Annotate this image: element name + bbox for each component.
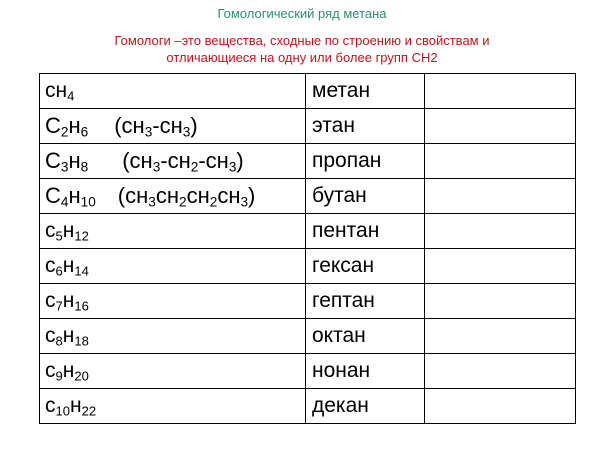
- name-cell: нонан: [306, 354, 425, 389]
- formula-subscript: 4: [67, 88, 75, 104]
- formula-subscript: 9: [55, 368, 63, 384]
- formula-text: -сн: [198, 148, 229, 173]
- table-row: [40, 354, 576, 389]
- formula-text: с: [45, 359, 56, 382]
- formula-text: н: [69, 394, 82, 417]
- formula-subscript: 2: [179, 194, 187, 210]
- table-row: [40, 74, 576, 109]
- formula-cell: [40, 389, 306, 424]
- formula-cell: [40, 354, 306, 389]
- formula-cell: [40, 109, 306, 144]
- formula-text: С: [45, 113, 61, 138]
- formula-subscript: 8: [80, 159, 89, 175]
- formula-text: сн: [45, 79, 68, 102]
- formula-text: -сн: [152, 113, 183, 138]
- name-cell: пентан: [306, 214, 425, 249]
- formula-cell: [40, 179, 306, 214]
- formula-text: ): [190, 113, 198, 138]
- empty-cell: [425, 354, 576, 389]
- formula-cell: [40, 249, 306, 284]
- formula-text: н: [68, 113, 81, 138]
- formula-subscript: 3: [144, 124, 153, 140]
- formula-text: н: [62, 324, 75, 347]
- table-row: [40, 389, 576, 424]
- formula-text: с: [45, 324, 56, 347]
- formula-cell: [40, 284, 306, 319]
- formula-subscript: 7: [55, 298, 63, 314]
- formula-subscript: 6: [80, 124, 89, 140]
- formula-text: (сн: [117, 183, 149, 208]
- table-row: [40, 284, 576, 319]
- formula-text: сн: [217, 183, 241, 208]
- name-cell: пропан: [306, 144, 425, 179]
- empty-cell: [425, 179, 576, 214]
- empty-cell: [425, 109, 576, 144]
- formula-subscript: 14: [74, 263, 89, 279]
- name-cell: метан: [306, 74, 425, 109]
- formula-subscript: 6: [55, 263, 63, 279]
- formula-text: ): [248, 183, 256, 208]
- formula-subscript: 3: [182, 124, 191, 140]
- formula-cell: [40, 144, 306, 179]
- formula-subscript: 3: [240, 194, 249, 210]
- formula-text: н: [68, 183, 81, 208]
- formula-subscript: 20: [74, 368, 89, 384]
- formula-subscript: 3: [148, 194, 156, 210]
- empty-cell: [425, 214, 576, 249]
- formula-text: сн: [186, 183, 210, 208]
- formula-text: (сн: [122, 148, 153, 173]
- formula-subscript: 3: [152, 159, 161, 175]
- table-row: [40, 214, 576, 249]
- empty-cell: [425, 74, 576, 109]
- name-cell: гексан: [306, 249, 425, 284]
- empty-cell: [425, 389, 576, 424]
- homolog-table-body: [40, 74, 576, 424]
- formula-subscript: 3: [228, 159, 237, 175]
- name-cell: гептан: [306, 284, 425, 319]
- table-row: [40, 179, 576, 214]
- formula-text: С: [45, 148, 61, 173]
- formula-subscript: 2: [60, 124, 69, 140]
- formula-text: ): [236, 148, 244, 173]
- definition-text: [0, 32, 604, 66]
- formula-text: с: [45, 289, 56, 312]
- empty-cell: [425, 319, 576, 354]
- slide-title: Гомологический ряд метана: [217, 6, 387, 21]
- formula-cell: [40, 319, 306, 354]
- name-cell: октан: [306, 319, 425, 354]
- name-cell: декан: [306, 389, 425, 424]
- definition-line-1: Гомологи –это вещества, сходные по строению и свойствам и: [114, 33, 490, 48]
- formula-subscript: 2: [190, 159, 199, 175]
- formula-subscript: 18: [74, 333, 89, 349]
- formula-subscript: 5: [55, 228, 63, 244]
- name-cell: этан: [306, 109, 425, 144]
- formula-text: с: [45, 219, 56, 242]
- formula-subscript: 22: [81, 403, 97, 419]
- formula-text: н: [68, 148, 81, 173]
- formula-subscript: 8: [55, 333, 63, 349]
- formula-text: сн: [155, 183, 179, 208]
- formula-text: н: [62, 219, 75, 242]
- formula-cell: [40, 214, 306, 249]
- name-cell: бутан: [306, 179, 425, 214]
- empty-cell: [425, 284, 576, 319]
- formula-text: с: [45, 254, 56, 277]
- homolog-table: [39, 73, 576, 424]
- formula-subscript: 3: [60, 159, 69, 175]
- formula-text: н: [62, 289, 75, 312]
- formula-text: с: [45, 394, 56, 417]
- formula-subscript: 12: [74, 228, 89, 244]
- formula-subscript: 10: [80, 194, 96, 210]
- formula-text: -сн: [160, 148, 191, 173]
- table-row: [40, 249, 576, 284]
- formula-cell: [40, 74, 306, 109]
- table-row: [40, 319, 576, 354]
- formula-text: (сн: [114, 113, 145, 138]
- table-row: [40, 109, 576, 144]
- formula-subscript: 4: [60, 194, 69, 210]
- definition-line-2: отличающиеся на одну или более групп СН2: [166, 50, 438, 65]
- formula-text: н: [62, 359, 75, 382]
- empty-cell: [425, 249, 576, 284]
- empty-cell: [425, 144, 576, 179]
- formula-subscript: 10: [55, 403, 70, 419]
- formula-subscript: 16: [74, 298, 89, 314]
- table-row: [40, 144, 576, 179]
- formula-text: С: [45, 183, 61, 208]
- formula-subscript: 2: [209, 194, 218, 210]
- formula-text: н: [62, 254, 75, 277]
